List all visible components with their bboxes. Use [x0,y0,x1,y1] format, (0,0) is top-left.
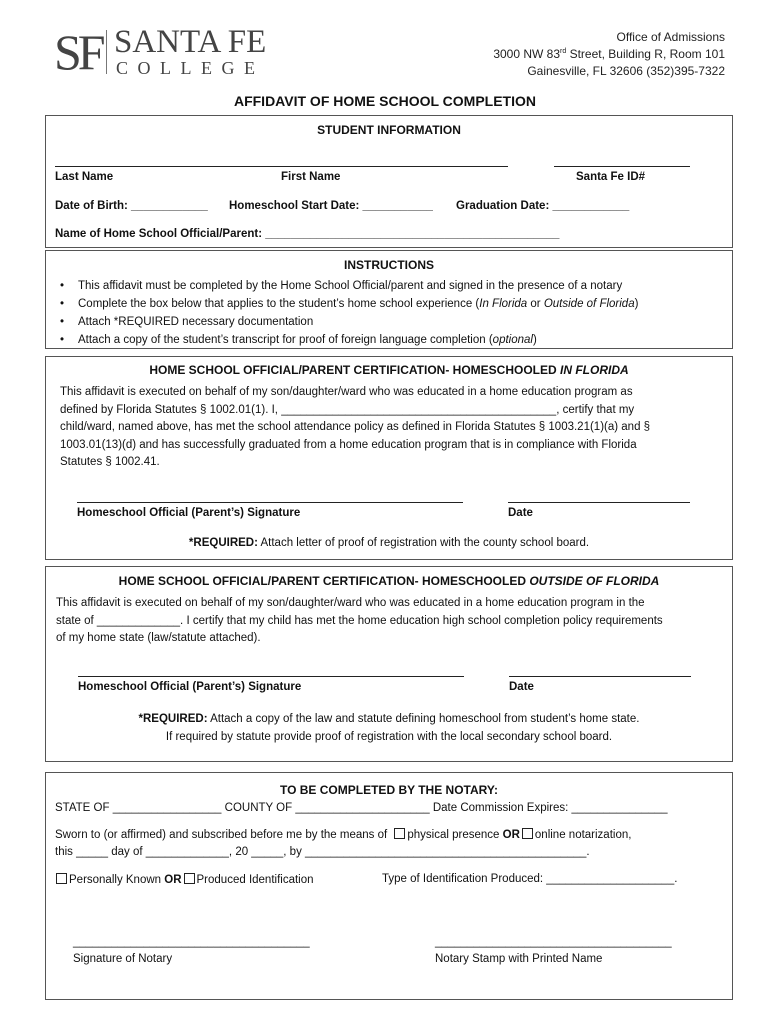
student-information-section [45,115,733,248]
notary-signature-line[interactable]: _____________________________________ [73,936,310,948]
notary-stamp-line[interactable]: _____________________________________ [435,936,672,948]
first-name-label: First Name [281,171,341,183]
in-florida-heading: HOME SCHOOL OFFICIAL/PARENT CERTIFICATION- HOMESCHOOLED IN FLORIDA [149,363,629,377]
logo-santa-fe: SANTA FE [114,24,267,60]
logo-college: COLLEGE [116,58,265,78]
outside-florida-certification-section [45,566,733,762]
instructions-section [45,250,733,349]
in-florida-certification-section [45,356,733,560]
instructions-heading: INSTRUCTIONS [344,258,434,272]
office-address [493,29,725,80]
outside-florida-heading: HOME SCHOOL OFFICIAL/PARENT CERTIFICATION- HOMESCHOOLED OUTSIDE OF FLORIDA [118,574,660,588]
logo-sf-monogram: SF [54,24,102,80]
santa-fe-college-logo [54,24,269,80]
student-info-heading: STUDENT INFORMATION [317,123,461,137]
notary-identification-line: Personally Known OR Produced Identification [54,873,314,886]
physical-presence-checkbox[interactable] [394,828,405,839]
in-florida-date-line[interactable] [508,502,690,503]
outside-florida-affidavit-text: This affidavit is executed on behalf of my son/daughter/ward who was educated in a home education program in the state of _____________. I certify that my child has met the home education high school completion policy requirements of my home state (law/statute attached). [56,597,663,644]
last-name-label: Last Name [55,171,114,183]
document-title: AFFIDAVIT OF HOME SCHOOL COMPLETION [233,93,537,109]
notary-section [45,772,733,1000]
homeschool-start-date-field[interactable]: Homeschool Start Date: ___________ [229,200,433,212]
home-school-official-field[interactable]: Name of Home School Official/Parent: ______________________________________________ [55,228,560,240]
outside-florida-signature-label: Homeschool Official (Parent’s) Signature [78,681,302,693]
instructions-list [56,277,638,349]
list-item: • Complete the box below that applies to the student’s home school experience (In Florida or Outside of Florida) [56,295,638,313]
logo-divider [106,30,107,74]
list-item: • Attach *REQUIRED necessary documentation [56,313,638,331]
list-item: • Attach a copy of the student’s transcript for proof of foreign language completion (optional) [56,331,638,349]
name-field-line[interactable] [55,166,508,167]
in-florida-signature-line[interactable] [77,502,463,503]
notary-sworn-line: Sworn to (or affirmed) and subscribed before me by the means of physical presence OR online notarization, [55,829,632,841]
in-florida-date-label: Date [508,507,533,519]
notary-signature-label: Signature of Notary [73,953,173,965]
santa-fe-id-label: Santa Fe ID# [576,171,646,183]
personally-known-checkbox[interactable] [56,873,67,884]
online-notarization-checkbox[interactable] [522,828,533,839]
outside-florida-signature-line[interactable] [78,676,464,677]
notary-date-by-line[interactable]: this _____ day of _____________, 20 _____, by ____________________________________________. [55,846,590,858]
santa-fe-id-field-line[interactable] [554,166,690,167]
street-address: 3000 NW 83rd Street, Building R, Room 101 [493,47,725,61]
outside-florida-date-line[interactable] [509,676,691,677]
produced-identification-checkbox[interactable] [184,873,195,884]
date-of-birth-field[interactable]: Date of Birth: ____________ [55,200,208,212]
city-phone: Gainesville, FL 32606 (352)395-7322 [527,64,725,78]
outside-florida-required-note: *REQUIRED: Attach a copy of the law and statute defining homeschool from student’s home state. If required by statute provide proof of registration with the local secondary school board. [138,713,640,743]
graduation-date-field[interactable]: Graduation Date: ____________ [456,200,630,212]
notary-state-county-line[interactable]: STATE OF _________________ COUNTY OF _____________________ Date Commission Expires: _______________ [55,802,668,814]
outside-florida-date-label: Date [509,681,534,693]
in-florida-affidavit-text: This affidavit is executed on behalf of my son/daughter/ward who was educated in a home education program as defined by Florida Statutes § 1002.01(1). I, ___________________________________________, certify that my child/ward, named above, has met the school attendance policy as defined in Florida Statutes § 1003.21(1)(a) and § 1003.01(13)(d) and has successfully graduated from a home education program that is in compliance with Florida Statutes § 1002.41. [60,386,651,468]
notary-stamp-label: Notary Stamp with Printed Name [435,953,603,965]
notary-heading: TO BE COMPLETED BY THE NOTARY: [279,783,498,797]
in-florida-required-note: *REQUIRED: Attach letter of proof of registration with the county school board. [188,537,590,549]
identification-type-field[interactable]: Type of Identification Produced: ____________________. [382,873,678,885]
in-florida-signature-label: Homeschool Official (Parent’s) Signature [77,507,301,519]
office-name: Office of Admissions [616,30,725,44]
list-item: • This affidavit must be completed by the Home School Official/parent and signed in the presence of a notary [56,277,638,295]
